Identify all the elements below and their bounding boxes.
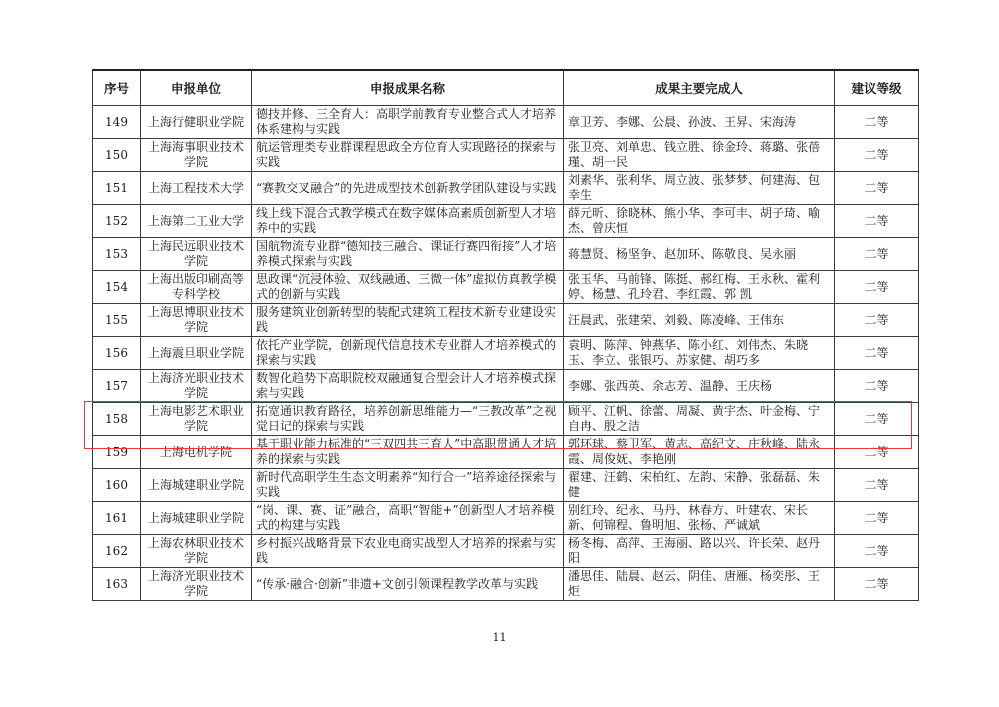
cell-people: 郭环球、蔡卫军、黄志、高纪文、庄秋峰、陆永霞、周俊妩、李艳刚 [564, 436, 835, 469]
cell-people: 翟建、汪鹤、宋柏红、左韵、宋静、张磊磊、朱健 [564, 469, 835, 502]
cell-people: 顾平、江帆、徐蕾、周凝、黄宇杰、叶金梅、宁自冉、殷之洁 [564, 403, 835, 436]
cell-unit: 上海工程技术大学 [141, 172, 252, 205]
cell-no: 149 [93, 106, 141, 139]
cell-title: 国航物流专业群“德知技三融合、课证行赛四衔接”人才培养模式探索与实践 [252, 238, 564, 271]
cell-title: 拓宽通识教育路径，培养创新思维能力—“三教改革”之视觉日记的探索与实践 [252, 403, 564, 436]
cell-unit: 上海震旦职业学院 [141, 337, 252, 370]
results-table [92, 69, 919, 601]
cell-people: 袁明、陈萍、钟燕华、陈小红、刘伟杰、朱晓玉、李立、张银巧、苏家健、胡巧多 [564, 337, 835, 370]
cell-title: 数智化趋势下高职院校双融通复合型会计人才培养模式探索与实践 [252, 370, 564, 403]
cell-unit: 上海出版印刷高等专科学校 [141, 271, 252, 304]
table-row [93, 139, 919, 172]
table-row [93, 205, 919, 238]
cell-no: 157 [93, 370, 141, 403]
cell-level: 二等 [835, 436, 919, 469]
cell-level: 二等 [835, 403, 919, 436]
header-title: 申报成果名称 [252, 70, 564, 106]
cell-level: 二等 [835, 337, 919, 370]
cell-level: 二等 [835, 172, 919, 205]
cell-level: 二等 [835, 271, 919, 304]
cell-unit: 上海思博职业技术学院 [141, 304, 252, 337]
cell-people: 张玉华、马前锋、陈挺、郝红梅、王永秋、霍利婷、杨慧、孔玲君、李红霞、郭 凯 [564, 271, 835, 304]
header-level: 建议等级 [835, 70, 919, 106]
cell-title: “传承·融合·创新”非遗+文创引领课程教学改革与实践 [252, 568, 564, 601]
cell-level: 二等 [835, 139, 919, 172]
cell-no: 151 [93, 172, 141, 205]
table-row [93, 568, 919, 601]
cell-no: 160 [93, 469, 141, 502]
cell-no: 152 [93, 205, 141, 238]
cell-unit: 上海城建职业学院 [141, 469, 252, 502]
cell-unit: 上海电机学院 [141, 436, 252, 469]
header-people: 成果主要完成人 [564, 70, 835, 106]
table-row [93, 370, 919, 403]
cell-title: “赛教交叉融合”的先进成型技术创新教学团队建设与实践 [252, 172, 564, 205]
cell-people: 李娜、张西英、余志芳、温静、王庆杨 [564, 370, 835, 403]
table-row [93, 172, 919, 205]
table-row [93, 535, 919, 568]
table-row [93, 436, 919, 469]
cell-unit: 上海第二工业大学 [141, 205, 252, 238]
cell-no: 155 [93, 304, 141, 337]
cell-people: 张卫亮、刘单忠、钱立胜、徐金玲、蒋璐、张蓓瑾、胡一民 [564, 139, 835, 172]
cell-no: 153 [93, 238, 141, 271]
cell-level: 二等 [835, 304, 919, 337]
cell-title: 德技并修、三全育人：高职学前教育专业整合式人才培养体系建构与实践 [252, 106, 564, 139]
header-no: 序号 [93, 70, 141, 106]
table-row [93, 271, 919, 304]
cell-unit: 上海电影艺术职业学院 [141, 403, 252, 436]
cell-people: 别红玲、纪永、马丹、林春方、叶建农、宋长新、何锦程、鲁明旭、张杨、严诚斌 [564, 502, 835, 535]
cell-people: 潘思佳、陆晨、赵云、阴佳、唐雁、杨奕彤、王炬 [564, 568, 835, 601]
cell-title: 思政课“沉浸体验、双线融通、三微一体”虚拟仿真教学模式的创新与实践 [252, 271, 564, 304]
page-number: 11 [492, 631, 507, 644]
cell-title: 航运管理类专业群课程思政全方位育人实现路径的探索与实践 [252, 139, 564, 172]
table-body [93, 106, 919, 601]
cell-title: “岗、课、赛、证”融合，高职“智能+”创新型人才培养模式的构建与实践 [252, 502, 564, 535]
cell-no: 156 [93, 337, 141, 370]
cell-title: 服务建筑业创新转型的装配式建筑工程技术新专业建设实践 [252, 304, 564, 337]
cell-title: 依托产业学院，创新现代信息技术专业群人才培养模式的探索与实践 [252, 337, 564, 370]
cell-no: 161 [93, 502, 141, 535]
cell-unit: 上海济光职业技术学院 [141, 568, 252, 601]
cell-level: 二等 [835, 106, 919, 139]
cell-unit: 上海济光职业技术学院 [141, 370, 252, 403]
cell-no: 154 [93, 271, 141, 304]
cell-no: 159 [93, 436, 141, 469]
table-row [93, 469, 919, 502]
cell-title: 新时代高职学生生态文明素养“知行合一”培养途径探索与实践 [252, 469, 564, 502]
table-row [93, 502, 919, 535]
cell-people: 蒋慧贤、杨坚争、赵加环、陈敬良、吴永丽 [564, 238, 835, 271]
cell-title: 乡村振兴战略背景下农业电商实战型人才培养的探索与实践 [252, 535, 564, 568]
cell-unit: 上海民远职业技术学院 [141, 238, 252, 271]
cell-no: 158 [93, 403, 141, 436]
cell-people: 刘素华、张利华、周立波、张梦梦、何建海、包幸生 [564, 172, 835, 205]
cell-unit: 上海农林职业技术学院 [141, 535, 252, 568]
cell-people: 薛元昕、徐晓林、熊小华、李可丰、胡子琦、喻杰、曾庆恒 [564, 205, 835, 238]
cell-level: 二等 [835, 370, 919, 403]
cell-people: 杨冬梅、高萍、王海丽、路以兴、许长荣、赵丹阳 [564, 535, 835, 568]
cell-level: 二等 [835, 568, 919, 601]
cell-unit: 上海海事职业技术学院 [141, 139, 252, 172]
cell-no: 162 [93, 535, 141, 568]
cell-level: 二等 [835, 502, 919, 535]
table-row [93, 337, 919, 370]
cell-title: 线上线下混合式教学模式在数字媒体高素质创新型人才培养中的实践 [252, 205, 564, 238]
cell-unit: 上海行健职业学院 [141, 106, 252, 139]
cell-level: 二等 [835, 238, 919, 271]
cell-unit: 上海城建职业学院 [141, 502, 252, 535]
cell-level: 二等 [835, 205, 919, 238]
table-row [93, 403, 919, 436]
cell-level: 二等 [835, 535, 919, 568]
cell-people: 汪晨武、张建荣、刘毅、陈凌峰、王伟东 [564, 304, 835, 337]
cell-people: 章卫芳、李娜、公晨、孙波、王昇、宋海涛 [564, 106, 835, 139]
cell-title: 基于职业能力标准的“三双四共三育人”中高职贯通人才培养的探索与实践 [252, 436, 564, 469]
cell-no: 163 [93, 568, 141, 601]
cell-no: 150 [93, 139, 141, 172]
header-unit: 申报单位 [141, 70, 252, 106]
table-row [93, 106, 919, 139]
table-row [93, 304, 919, 337]
table-header-row [93, 70, 919, 106]
table-row [93, 238, 919, 271]
cell-level: 二等 [835, 469, 919, 502]
